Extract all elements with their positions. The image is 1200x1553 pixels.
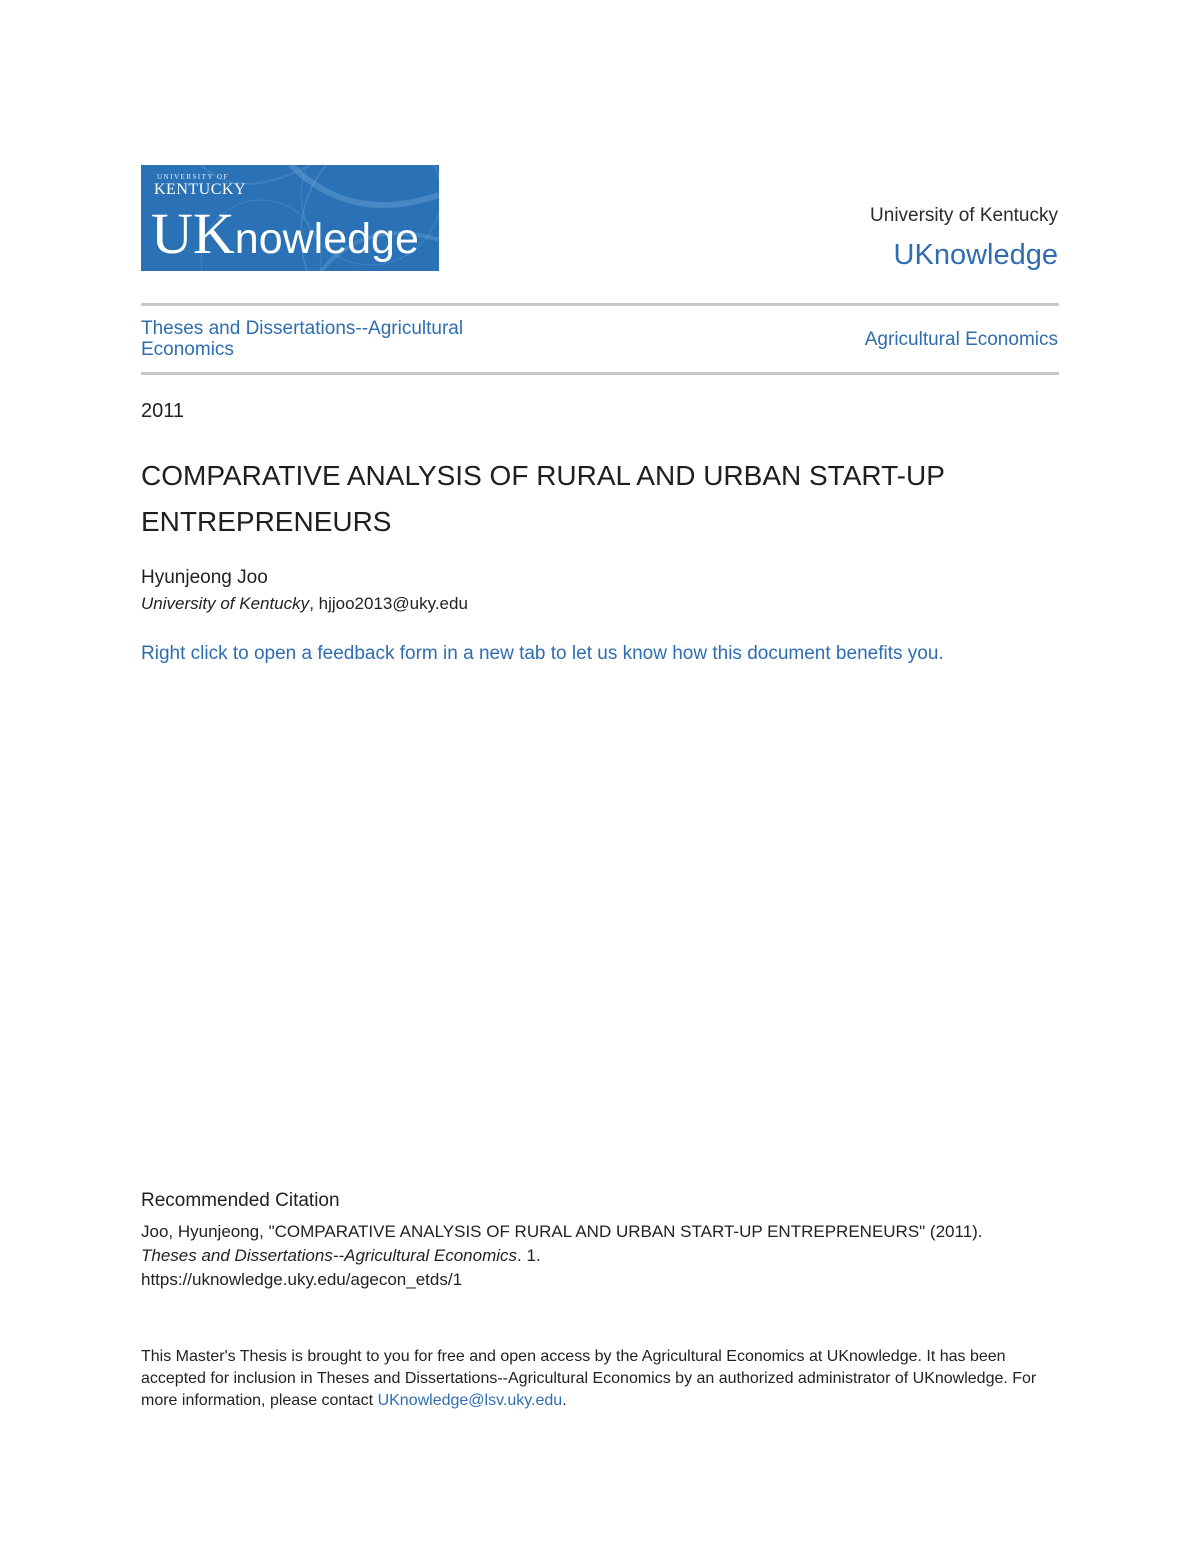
header-right [870, 205, 1058, 272]
uknowledge-logo[interactable] [141, 165, 439, 271]
bottom-divider [141, 372, 1059, 375]
author-institution: University of Kentucky [141, 594, 310, 613]
logo-wordmark-uk: UK [151, 201, 235, 266]
document-title: COMPARATIVE ANALYSIS OF RURAL AND URBAN START-UP ENTREPRENEURS [141, 460, 945, 537]
top-divider [141, 303, 1059, 306]
logo-university-of: UNIVERSITY OF [157, 173, 229, 181]
author-name: Hyunjeong Joo [141, 567, 268, 588]
author-email: , hjjoo2013@uky.edu [309, 594, 468, 613]
citation-series: Theses and Dissertations--Agricultural Economics [141, 1246, 518, 1265]
logo-wordmark-rest: nowledge [234, 215, 419, 263]
university-name: University of Kentucky [870, 205, 1058, 226]
citation-url[interactable]: https://uknowledge.uky.edu/agecon_etds/1 [141, 1270, 463, 1289]
access-statement-end: . [562, 1392, 567, 1409]
repository-link[interactable]: UKnowledge [893, 239, 1058, 271]
citation-heading: Recommended Citation [141, 1190, 340, 1211]
access-statement-text: This Master's Thesis is brought to you for free and open access by the Agricultural Economics at UKnowledge. It has been accepted for inclusion in Theses and Dissertations--Agricultural Economics by an authorized administrator of UKnowledge. For more information, please contact [141, 1348, 1037, 1409]
feedback-link[interactable]: Right click to open a feedback form in a new tab to let us know how this document benefits you. [141, 643, 944, 664]
access-statement [141, 1346, 1041, 1412]
logo-wordmark [151, 201, 419, 266]
citation-line-1: Joo, Hyunjeong, "COMPARATIVE ANALYSIS OF RURAL AND URBAN START-UP ENTREPRENEURS" (2011). [141, 1222, 983, 1241]
citation-line-2 [141, 1244, 1071, 1268]
citation-number: . 1. [517, 1246, 541, 1265]
department-link[interactable]: Agricultural Economics [864, 329, 1058, 350]
contact-email-link[interactable]: UKnowledge@lsv.uky.edu [377, 1392, 563, 1409]
citation-body [141, 1220, 1071, 1292]
author-affiliation [141, 594, 468, 614]
logo-kentucky: KENTUCKY [154, 181, 246, 198]
publication-year: 2011 [141, 400, 185, 422]
collection-link[interactable]: Theses and Dissertations--Agricultural Economics [141, 318, 464, 360]
